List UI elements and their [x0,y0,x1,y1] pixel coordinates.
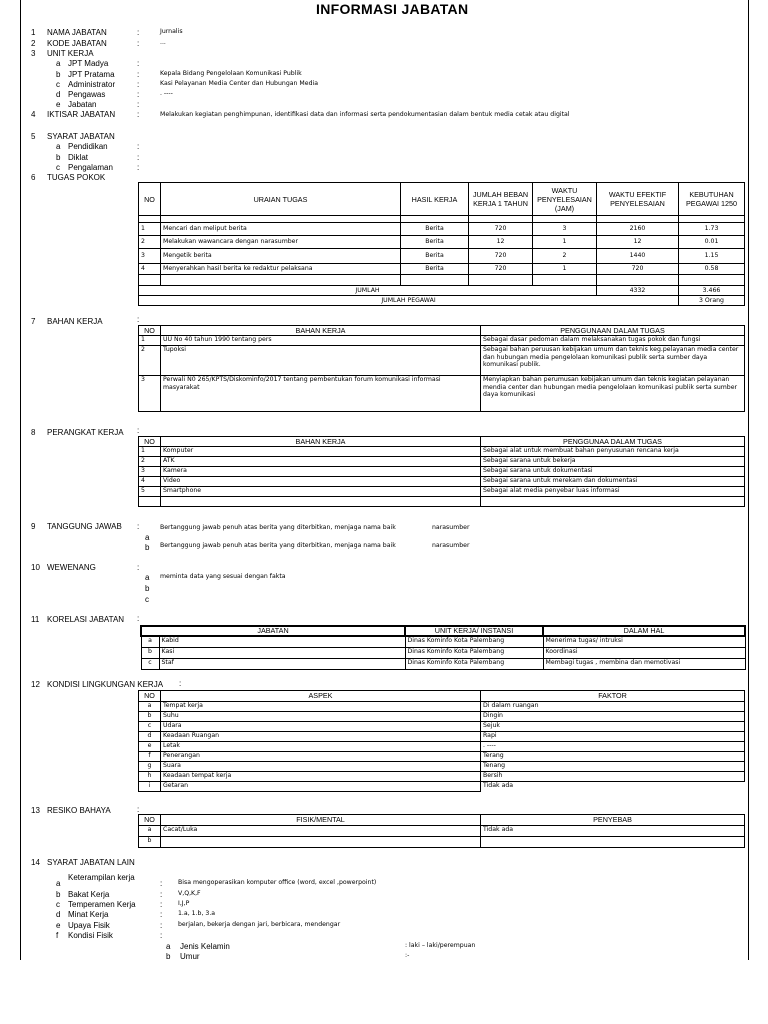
s3-item-value: Kepala Bidang Pengelolaan Komunikasi Publik [160,70,302,77]
row-task: Mencari dan meliput berita [161,223,401,236]
s3-item-label: Jabatan [68,100,97,109]
row-letter: e [139,742,161,752]
row-matter: Membagi tugas , membina dan memotivasi [543,658,745,669]
s14-item-label: Temperamen Kerja [68,900,136,909]
s14-item-value: V,Q,K,F [178,890,201,897]
s14-item-value: I,J,P [178,900,190,907]
col-header: NO [139,326,161,336]
row-need: 0.01 [679,236,745,249]
colon: : [137,426,140,435]
s14-item-letter: c [56,900,60,909]
colon: : [137,70,140,79]
s6-label: TUGAS POKOK [47,173,106,182]
row-result: Berita [401,236,469,249]
row-letter: c [141,658,159,669]
s14-physical-letter: b [166,952,171,961]
s1-number: 1 [31,28,36,37]
row-item: Komputer [161,447,481,457]
row-no: 2 [139,457,161,467]
s14-item-value: Bisa mengoperasikan komputer office (word, excel ,powerpoint) [178,879,377,886]
s14-item-value: 1.a, 1.b, 3.a [178,910,216,917]
s10-item-text: meminta data yang sesuai dengan fakta [160,573,286,580]
row-item: ATK [161,457,481,467]
colon: : [137,59,140,68]
row-aspect: Getaran [161,782,481,792]
col-header: NO [139,437,161,447]
table-row [139,264,745,275]
colon: : [137,563,140,572]
table-header-row [141,626,745,636]
s3-item-value: . ---- [160,90,173,97]
row-aspect: Letak [161,742,481,752]
table-row [141,658,745,669]
s8-number: 8 [31,428,36,437]
row-use: Sebagai alat media penyebar luas informasi [481,487,745,497]
s14-item-label: Kondisi Fisik [68,931,113,940]
row-no: 1 [139,447,161,457]
table-row [139,223,745,236]
col-header: FISIK/MENTAL [161,815,481,826]
s14-item-label: Keterampilan kerja [68,873,135,882]
s9-item-text: Bertanggung jawab penuh atas berita yang diterbitkan, menjaga nama baik [160,542,396,549]
table-row [139,722,745,732]
table-row [139,236,745,249]
total-label: JUMLAH [139,286,597,296]
row-letter: a [139,826,161,837]
col-header: NO [139,691,161,702]
colon: : [160,921,163,930]
colon: : [137,100,140,109]
s3-item-letter: b [56,70,61,79]
row-factor: Terang [481,752,745,762]
row-no: 4 [139,477,161,487]
colon: : [137,142,140,151]
col-header: NO [139,815,161,826]
table-header-row [139,815,745,826]
row-letter: d [139,732,161,742]
s7-number: 7 [31,317,36,326]
s3-item-letter: d [56,90,61,99]
staff-label: JUMLAH PEGAWAI [139,296,679,306]
row-result: Berita [401,223,469,236]
spacer-row [139,275,745,286]
row-unit: Dinas Kominfo Kota Palembang [405,636,543,647]
s4-label: IKTISAR JABATAN [47,110,116,119]
s5-item-label: Diklat [68,153,89,162]
row-factor: Tidak ada [481,782,745,792]
col-header: BAHAN KERJA [161,326,481,336]
s5-item-letter: a [56,142,61,151]
row-physical [161,837,481,848]
s5-item-letter: b [56,153,61,162]
table-row [139,772,745,782]
row-factor: Bersih [481,772,745,782]
spacer-row [139,497,745,507]
s11-number: 11 [31,615,40,624]
row-use: Sebagai dasar pedoman dalam melaksanakan tugas pokok dan fungsi [481,336,745,346]
colon: : [137,315,140,324]
row-effective: 1440 [597,249,679,264]
table-row [139,782,745,792]
col-header: BAHAN KERJA [161,437,481,447]
row-item: Video [161,477,481,487]
row-no: 4 [139,264,161,275]
row-letter: c [139,722,161,732]
s9-item-letter: a [145,533,150,542]
row-use: Sebagai sarana untuk merekam dan dokumentasi [481,477,745,487]
s14-number: 14 [31,858,40,867]
colon: : [160,910,163,919]
row-factor: Dingin [481,712,745,722]
s7-label: BAHAN KERJA [47,317,103,326]
col-header: PENYEBAB [481,815,745,826]
s13-number: 13 [31,806,40,815]
s3-item-label: JPT Pratama [68,70,115,79]
colon: : [160,931,163,940]
total-effective: 4332 [597,286,679,296]
row-no: 1 [139,223,161,236]
colon: : [137,163,140,172]
row-letter: i [139,782,161,792]
row-use: Menyiapkan bahan perumusan kebijakan umum dan teknis kegiatan pelayanan mendia center dan hubungan media pengelolaan komunikasi publik serta sumber daya komunikasi [481,376,745,412]
row-result: Berita [401,264,469,275]
row-use: Sebagai bahan peruusan kebijakan umum dan teknis keg.pelayanan media center dan hubungan media pengelolaan komunikasi publik serta sumber daya komunikasi publik. [481,346,745,376]
row-matter: Menerima tugas/ intruksi [543,636,745,647]
col-header: PENGGUNAAN DALAM TUGAS [481,326,745,336]
s14-item-letter: e [56,921,61,930]
colon: : [137,522,140,531]
s5-item-label: Pengalaman [68,163,113,172]
staff-row [139,296,745,306]
row-unit: Dinas Kominfo Kota Palembang [405,658,543,669]
s10-number: 10 [31,563,40,572]
row-task: Mengetik berita [161,249,401,264]
row-no: 1 [139,336,161,346]
s14-physical-label: Umur [180,952,200,961]
row-no: 2 [139,236,161,249]
table-row [139,477,745,487]
s3-label: UNIT KERJA [47,49,94,58]
row-position: Kabid [159,636,405,647]
row-need: 1.15 [679,249,745,264]
row-use: Sebagai alat untuk membuat bahan penyusunan rencana kerja [481,447,745,457]
row-letter: g [139,762,161,772]
row-item: Tupoksi [161,346,481,376]
s14-item-label: Upaya Fisik [68,921,110,930]
s3-item-letter: c [56,80,60,89]
s2-label: KODE JABATAN [47,39,107,48]
row-aspect: Udara [161,722,481,732]
s2-value: ... [160,39,166,46]
row-aspect: Penerangan [161,752,481,762]
row-no: 3 [139,249,161,264]
s3-item-value: Kasi Pelayanan Media Center dan Hubungan Media [160,80,319,87]
row-hours: 2 [533,249,597,264]
s3-item-letter: e [56,100,61,109]
row-item: Perwali N0 265/KPTS/Diskominfo/2017 tentang pembentukan forum komunikasi informasi masyarakat [161,376,481,412]
row-use: Sebagai sarana untuk dokumentasi [481,467,745,477]
row-load: 720 [469,264,533,275]
page-title: INFORMASI JABATAN [316,1,469,17]
col-header: HASIL KERJA [401,183,469,216]
table-row [139,762,745,772]
s3-item-label: JPT Madya [68,59,109,68]
row-hours: 1 [533,236,597,249]
s9-item-text: Bertanggung jawab penuh atas berita yang diterbitkan, menjaga nama baik [160,524,396,531]
col-header: KEBUTUHAN PEGAWAI 1250 [679,183,745,216]
table-header-row [139,183,745,216]
left-border-line [20,0,21,960]
row-task: Melakukan wawancara dengan narasumber [161,236,401,249]
table-row [139,447,745,457]
table-row [139,487,745,497]
s5-item-label: Pendidikan [68,142,108,151]
s3-number: 3 [31,49,36,58]
s4-value: Melakukan kegiatan penghimpunan, identifikasi data dan informasi serta pendokumentasian dalam bentuk media cetak atau digital [160,111,570,118]
row-letter: f [139,752,161,762]
col-header: JUMLAH BEBAN KERJA 1 TAHUN [469,183,533,216]
s3-item-label: Administrator [68,80,116,89]
s14-physical-label: Jenis Kelamin [180,942,230,951]
row-no: 5 [139,487,161,497]
colon: : [137,80,140,89]
col-header: FAKTOR [481,691,745,702]
col-header: JABATAN [141,626,405,636]
table-row [139,457,745,467]
row-need: 1.73 [679,223,745,236]
table-header-row [139,691,745,702]
total-need: 3.466 [679,286,745,296]
colon: : [137,28,140,37]
s14-item-letter: a [56,879,61,888]
row-result: Berita [401,249,469,264]
s9-item-extra: narasumber [432,524,470,531]
total-row [139,286,745,296]
row-factor: Rapi [481,732,745,742]
s12-number: 12 [31,680,40,689]
col-header: PENGGUNAA DALAM TUGAS [481,437,745,447]
colon: : [137,614,140,623]
s11-label: KORELASI JABATAN [47,615,125,624]
s10-label: WEWENANG [47,563,96,572]
s14-physical-letter: a [166,942,171,951]
s14-item-letter: d [56,910,61,919]
table-row [139,712,745,722]
row-matter: Koordinasi [543,647,745,658]
row-item: Smartphone [161,487,481,497]
row-aspect: Tempat kerja [161,702,481,712]
colon: : [137,153,140,162]
s9-label: TANGGUNG JAWAB [47,522,122,531]
row-hours: 1 [533,264,597,275]
colon: : [160,890,163,899]
s10-item-letter: c [145,595,149,604]
row-letter: b [139,837,161,848]
colon: : [179,679,182,688]
col-header: WAKTU EFEKTIF PENYELESAIAN [597,183,679,216]
table-row [139,346,745,376]
s9-item-letter: b [145,543,150,552]
table-row [139,826,745,837]
s1-label: NAMA JABATAN [47,28,107,37]
table-row [139,376,745,412]
row-cause [481,837,745,848]
s14-physical-value: : laki – laki/perempuan [405,942,476,949]
colon: : [160,879,163,888]
colon: : [137,805,140,814]
row-factor: Sejuk [481,722,745,732]
kondisi-lingkungan-table [138,690,745,792]
s14-item-letter: f [56,931,59,940]
row-item: Kamera [161,467,481,477]
row-factor: . ---- [481,742,745,752]
bahan-kerja-table [138,325,745,412]
row-position: Kasi [159,647,405,658]
s9-item-extra: narasumber [432,542,470,549]
table-row [139,467,745,477]
s13-label: RESIKO BAHAYA [47,806,111,815]
col-header: NO [139,183,161,216]
row-cause: Tidak ada [481,826,745,837]
staff-value: 3 Orang [679,296,745,306]
s10-item-letter: b [145,584,150,593]
row-no: 2 [139,346,161,376]
table-row [141,636,745,647]
row-letter: b [139,712,161,722]
table-header-row [139,437,745,447]
spacer-row [139,216,745,223]
col-header: DALAM HAL [543,626,745,636]
s8-label: PERANGKAT KERJA [47,428,124,437]
row-load: 720 [469,249,533,264]
s4-number: 4 [31,110,36,119]
colon: : [137,90,140,99]
table-row [141,647,745,658]
s5-item-letter: c [56,163,60,172]
row-letter: a [141,636,159,647]
row-aspect: Keadaan tempat kerja [161,772,481,782]
row-aspect: Suara [161,762,481,772]
tugas-pokok-table [138,182,745,306]
table-header-row [139,326,745,336]
row-hours: 3 [533,223,597,236]
row-effective: 720 [597,264,679,275]
row-aspect: Suhu [161,712,481,722]
row-no: 3 [139,467,161,477]
table-row [139,249,745,264]
col-header: WAKTU PENYELESAIAN (JAM) [533,183,597,216]
s14-item-label: Minat Kerja [68,910,109,919]
s14-item-label: Bakat Kerja [68,890,110,899]
table-row [139,336,745,346]
row-load: 720 [469,223,533,236]
row-factor: Di dalam ruangan [481,702,745,712]
row-effective: 12 [597,236,679,249]
s6-number: 6 [31,173,36,182]
s10-item-letter: a [145,573,150,582]
s2-number: 2 [31,39,36,48]
s3-item-label: Pengawas [68,90,106,99]
col-header: ASPEK [161,691,481,702]
s14-item-letter: b [56,890,61,899]
right-border-line [748,0,749,960]
row-task: Menyerahkan hasil berita ke redaktur pelaksana [161,264,401,275]
s5-number: 5 [31,132,36,141]
row-no: 3 [139,376,161,412]
table-row [139,837,745,848]
row-letter: a [139,702,161,712]
s1-value: Jurnalis [160,28,183,35]
table-row [139,702,745,712]
s3-item-letter: a [56,59,61,68]
row-position: Staf [159,658,405,669]
korelasi-jabatan-table [140,625,746,670]
row-aspect: Keadaan Ruangan [161,732,481,742]
s9-number: 9 [31,522,36,531]
row-factor: Tenang [481,762,745,772]
table-row [139,742,745,752]
colon: : [137,110,140,119]
s12-label: KONDISI LINGKUNGAN KERJA [47,680,164,689]
row-need: 0.58 [679,264,745,275]
row-effective: 2160 [597,223,679,236]
resiko-bahaya-table [138,814,745,848]
row-use: Sebagai sarana untuk bekerja [481,457,745,467]
colon: : [160,900,163,909]
s5-label: SYARAT JABATAN [47,132,115,141]
colon: : [137,39,140,48]
table-row [139,752,745,762]
row-physical: Cacat/Luka [161,826,481,837]
s14-label: SYARAT JABATAN LAIN [47,858,135,867]
row-letter: h [139,772,161,782]
col-header: URAIAN TUGAS [161,183,401,216]
s14-item-value: berjalan, bekerja dengan jari, berbicara, mendengar [178,921,341,928]
s14-physical-value: :- [405,952,410,959]
perangkat-kerja-table [138,436,745,507]
row-load: 12 [469,236,533,249]
row-letter: b [141,647,159,658]
row-item: UU No 40 tahun 1990 tentang pers [161,336,481,346]
col-header: UNIT KERJA/ INSTANSI [405,626,543,636]
row-unit: Dinas Kominfo Kota Palembang [405,647,543,658]
table-row [139,732,745,742]
